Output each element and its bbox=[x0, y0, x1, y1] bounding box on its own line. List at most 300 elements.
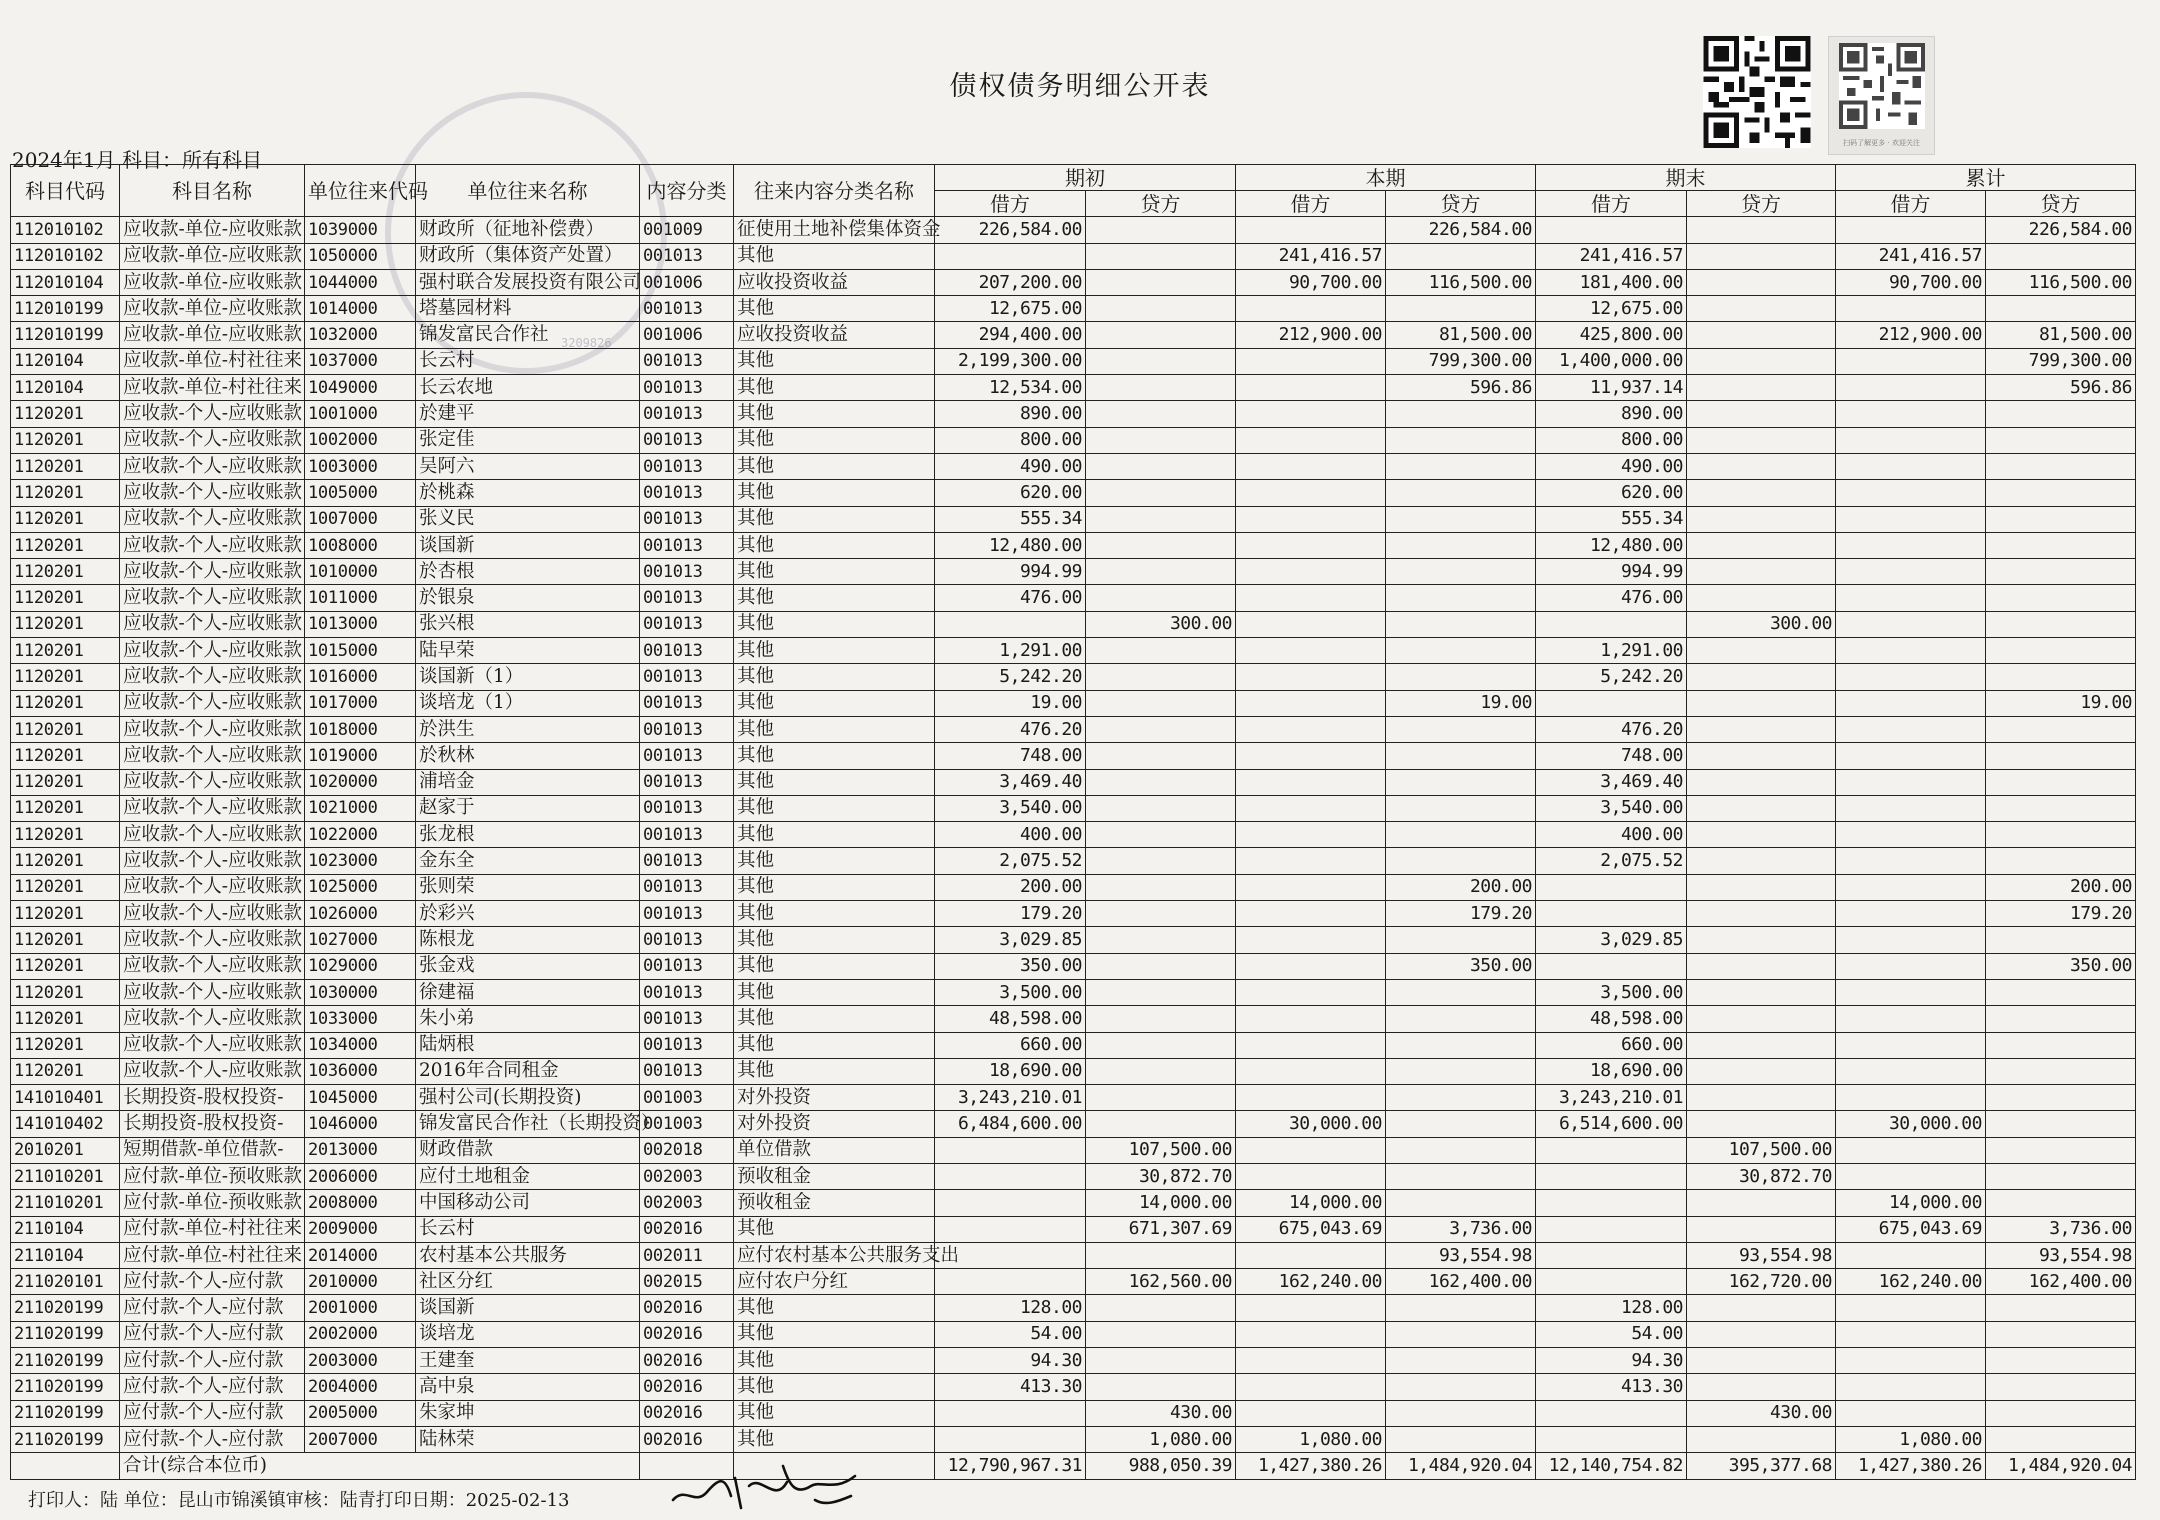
table-row bbox=[11, 1216, 2136, 1242]
total-cumulative-credit: 1,484,920.04 bbox=[1986, 1453, 2136, 1479]
cell-subject-name: 应付款-个人-应付款 bbox=[120, 1295, 305, 1321]
table-row bbox=[11, 1111, 2136, 1137]
cell-unit-name: 谈国新 bbox=[416, 1295, 640, 1321]
cell-unit-name: 张兴根 bbox=[416, 611, 640, 637]
table-row bbox=[11, 664, 2136, 690]
cell-content-type-name: 其他 bbox=[734, 585, 935, 611]
cell-content-type-name: 其他 bbox=[734, 743, 935, 769]
cell-unit-code: 1034000 bbox=[305, 1032, 416, 1058]
cell-unit-name: 谈国新（1） bbox=[416, 664, 640, 690]
cell-subject-name: 应付款-个人-应付款 bbox=[120, 1400, 305, 1426]
cell-cumulative-credit bbox=[1986, 1400, 2136, 1426]
cell-current-debit bbox=[1236, 1348, 1386, 1374]
cell-subject-code: 1120201 bbox=[11, 506, 120, 532]
cell-cumulative-debit bbox=[1836, 611, 1986, 637]
cell-content-type-name: 应收投资收益 bbox=[734, 322, 935, 348]
cell-subject-code: 1120201 bbox=[11, 690, 120, 716]
cell-opening-debit: 476.20 bbox=[935, 716, 1086, 742]
cell-content-type-name: 应付农户分红 bbox=[734, 1269, 935, 1295]
col-group-cumulative: 累计 bbox=[1836, 165, 2136, 191]
cell-closing-credit bbox=[1687, 874, 1836, 900]
table-row bbox=[11, 1269, 2136, 1295]
cell-content-type: 001006 bbox=[640, 322, 734, 348]
cell-unit-name: 於杏根 bbox=[416, 559, 640, 585]
cell-unit-code: 1025000 bbox=[305, 874, 416, 900]
cell-subject-code: 1120104 bbox=[11, 375, 120, 401]
cell-closing-debit: 3,029.85 bbox=[1536, 927, 1687, 953]
cell-opening-credit bbox=[1086, 1006, 1236, 1032]
table-row bbox=[11, 1006, 2136, 1032]
cell-closing-credit bbox=[1687, 769, 1836, 795]
cell-closing-credit bbox=[1687, 979, 1836, 1005]
cell-subject-code: 1120201 bbox=[11, 927, 120, 953]
cell-cumulative-debit: 14,000.00 bbox=[1836, 1190, 1986, 1216]
cell-opening-debit: 748.00 bbox=[935, 743, 1086, 769]
cell-content-type: 001013 bbox=[640, 480, 734, 506]
col-content-type: 内容分类 bbox=[640, 165, 734, 217]
table-row bbox=[11, 559, 2136, 585]
cell-content-type-name: 其他 bbox=[734, 1032, 935, 1058]
cell-closing-credit bbox=[1687, 1321, 1836, 1347]
cell-opening-debit: 890.00 bbox=[935, 401, 1086, 427]
cell-subject-name: 应收款-个人-应收账款 bbox=[120, 506, 305, 532]
cell-content-type-name: 其他 bbox=[734, 716, 935, 742]
cell-subject-name: 应付款-个人-应付款 bbox=[120, 1426, 305, 1452]
ledger-table-wrapper bbox=[10, 164, 2135, 1480]
cell-content-type: 002016 bbox=[640, 1348, 734, 1374]
table-row bbox=[11, 822, 2136, 848]
cell-cumulative-credit bbox=[1986, 243, 2136, 269]
cell-current-debit bbox=[1236, 1374, 1386, 1400]
cell-content-type-name: 对外投资 bbox=[734, 1085, 935, 1111]
cell-unit-name: 张金戏 bbox=[416, 953, 640, 979]
cell-cumulative-debit bbox=[1836, 585, 1986, 611]
cell-current-debit bbox=[1236, 427, 1386, 453]
cell-opening-debit: 660.00 bbox=[935, 1032, 1086, 1058]
cell-opening-credit bbox=[1086, 217, 1236, 243]
cell-current-debit bbox=[1236, 375, 1386, 401]
cell-cumulative-credit bbox=[1986, 664, 2136, 690]
cell-cumulative-debit bbox=[1836, 716, 1986, 742]
cell-subject-name: 应收款-个人-应收账款 bbox=[120, 953, 305, 979]
cell-opening-debit: 12,675.00 bbox=[935, 296, 1086, 322]
cell-current-debit bbox=[1236, 1058, 1386, 1084]
cell-cumulative-credit bbox=[1986, 296, 2136, 322]
cell-cumulative-credit: 3,736.00 bbox=[1986, 1216, 2136, 1242]
cell-content-type-name: 其他 bbox=[734, 532, 935, 558]
cell-closing-debit: 425,800.00 bbox=[1536, 322, 1687, 348]
cell-closing-debit: 3,540.00 bbox=[1536, 795, 1687, 821]
cell-current-credit bbox=[1386, 979, 1536, 1005]
cell-unit-code: 1003000 bbox=[305, 453, 416, 479]
cell-subject-name: 应收款-个人-应收账款 bbox=[120, 611, 305, 637]
cell-closing-credit bbox=[1687, 664, 1836, 690]
cell-unit-code: 1030000 bbox=[305, 979, 416, 1005]
table-row bbox=[11, 690, 2136, 716]
cell-cumulative-credit bbox=[1986, 1190, 2136, 1216]
cell-unit-name: 中国移动公司 bbox=[416, 1190, 640, 1216]
cell-cumulative-debit bbox=[1836, 664, 1986, 690]
cell-current-debit: 675,043.69 bbox=[1236, 1216, 1386, 1242]
cell-cumulative-credit bbox=[1986, 1032, 2136, 1058]
cell-content-type-name: 其他 bbox=[734, 1216, 935, 1242]
cell-current-debit bbox=[1236, 1137, 1386, 1163]
cell-closing-debit bbox=[1536, 953, 1687, 979]
cell-subject-name: 应收款-单位-应收账款 bbox=[120, 217, 305, 243]
cell-closing-debit: 11,937.14 bbox=[1536, 375, 1687, 401]
cell-content-type: 001013 bbox=[640, 506, 734, 532]
cell-opening-credit: 14,000.00 bbox=[1086, 1190, 1236, 1216]
cell-opening-debit bbox=[935, 1426, 1086, 1452]
cell-closing-debit: 2,075.52 bbox=[1536, 848, 1687, 874]
cell-unit-name: 谈培龙（1） bbox=[416, 690, 640, 716]
cell-opening-credit bbox=[1086, 716, 1236, 742]
cell-unit-name: 农村基本公共服务 bbox=[416, 1242, 640, 1268]
col-current-credit: 贷方 bbox=[1386, 191, 1536, 217]
cell-current-credit bbox=[1386, 480, 1536, 506]
cell-unit-name: 陆早荣 bbox=[416, 638, 640, 664]
cell-content-type-name: 其他 bbox=[734, 690, 935, 716]
cell-cumulative-debit bbox=[1836, 1137, 1986, 1163]
cell-content-type-name: 其他 bbox=[734, 769, 935, 795]
col-group-opening: 期初 bbox=[935, 165, 1236, 191]
cell-unit-code: 1033000 bbox=[305, 1006, 416, 1032]
cell-unit-name: 强村公司(长期投资) bbox=[416, 1085, 640, 1111]
cell-subject-name: 长期投资-股权投资- bbox=[120, 1111, 305, 1137]
total-cumulative-debit: 1,427,380.26 bbox=[1836, 1453, 1986, 1479]
total-closing-credit: 395,377.68 bbox=[1687, 1453, 1836, 1479]
cell-content-type-name: 其他 bbox=[734, 1321, 935, 1347]
table-row bbox=[11, 348, 2136, 374]
table-row bbox=[11, 1374, 2136, 1400]
cell-content-type-name: 其他 bbox=[734, 664, 935, 690]
cell-content-type-name: 其他 bbox=[734, 1426, 935, 1452]
cell-closing-credit bbox=[1687, 953, 1836, 979]
cell-closing-debit bbox=[1536, 1400, 1687, 1426]
cell-unit-name: 陆林荣 bbox=[416, 1426, 640, 1452]
cell-content-type: 001009 bbox=[640, 217, 734, 243]
total-opening-credit: 988,050.39 bbox=[1086, 1453, 1236, 1479]
cell-cumulative-credit: 226,584.00 bbox=[1986, 217, 2136, 243]
cell-cumulative-credit: 200.00 bbox=[1986, 874, 2136, 900]
cell-current-credit bbox=[1386, 611, 1536, 637]
cell-current-credit bbox=[1386, 769, 1536, 795]
cell-current-credit bbox=[1386, 1111, 1536, 1137]
cell-unit-code: 2003000 bbox=[305, 1348, 416, 1374]
cell-subject-code: 1120201 bbox=[11, 559, 120, 585]
cell-cumulative-credit bbox=[1986, 1348, 2136, 1374]
cell-cumulative-credit bbox=[1986, 1006, 2136, 1032]
cell-subject-code: 1120201 bbox=[11, 532, 120, 558]
cell-subject-name: 应收款-个人-应收账款 bbox=[120, 532, 305, 558]
cell-unit-name: 社区分红 bbox=[416, 1269, 640, 1295]
cell-current-debit bbox=[1236, 743, 1386, 769]
cell-closing-debit: 48,598.00 bbox=[1536, 1006, 1687, 1032]
cell-subject-name: 应付款-单位-村社往来 bbox=[120, 1216, 305, 1242]
cell-closing-debit: 3,469.40 bbox=[1536, 769, 1687, 795]
cell-content-type: 001013 bbox=[640, 427, 734, 453]
cell-closing-credit bbox=[1687, 506, 1836, 532]
cell-content-type: 002016 bbox=[640, 1295, 734, 1321]
cell-opening-debit: 490.00 bbox=[935, 453, 1086, 479]
cell-subject-name: 应收款-个人-应收账款 bbox=[120, 901, 305, 927]
cell-opening-debit: 48,598.00 bbox=[935, 1006, 1086, 1032]
cell-content-type-name: 其他 bbox=[734, 1348, 935, 1374]
cell-current-debit bbox=[1236, 532, 1386, 558]
cell-opening-credit bbox=[1086, 1058, 1236, 1084]
cell-content-type: 001013 bbox=[640, 979, 734, 1005]
table-row bbox=[11, 375, 2136, 401]
cell-unit-name: 谈培龙 bbox=[416, 1321, 640, 1347]
cell-opening-credit bbox=[1086, 585, 1236, 611]
cell-unit-code: 1014000 bbox=[305, 296, 416, 322]
cell-opening-credit bbox=[1086, 243, 1236, 269]
cell-closing-debit bbox=[1536, 1137, 1687, 1163]
cell-cumulative-credit: 179.20 bbox=[1986, 901, 2136, 927]
cell-opening-debit: 179.20 bbox=[935, 901, 1086, 927]
total-opening-debit: 12,790,967.31 bbox=[935, 1453, 1086, 1479]
cell-opening-credit bbox=[1086, 979, 1236, 1005]
cell-cumulative-debit bbox=[1836, 822, 1986, 848]
cell-content-type-name: 预收租金 bbox=[734, 1163, 935, 1189]
cell-content-type-name: 单位借款 bbox=[734, 1137, 935, 1163]
cell-current-debit bbox=[1236, 401, 1386, 427]
cell-content-type-name: 其他 bbox=[734, 506, 935, 532]
cell-unit-code: 1018000 bbox=[305, 716, 416, 742]
table-row bbox=[11, 901, 2136, 927]
cell-current-debit bbox=[1236, 953, 1386, 979]
cell-cumulative-debit bbox=[1836, 1032, 1986, 1058]
cell-subject-code: 1120201 bbox=[11, 638, 120, 664]
cell-opening-debit: 2,199,300.00 bbox=[935, 348, 1086, 374]
cell-subject-code: 141010402 bbox=[11, 1111, 120, 1137]
table-row bbox=[11, 427, 2136, 453]
cell-current-credit bbox=[1386, 1137, 1536, 1163]
table-row bbox=[11, 322, 2136, 348]
cell-unit-code: 1029000 bbox=[305, 953, 416, 979]
cell-opening-debit: 476.00 bbox=[935, 585, 1086, 611]
cell-opening-credit bbox=[1086, 664, 1236, 690]
cell-unit-name: 於洪生 bbox=[416, 716, 640, 742]
cell-current-debit bbox=[1236, 217, 1386, 243]
cell-current-credit bbox=[1386, 1190, 1536, 1216]
cell-current-debit bbox=[1236, 901, 1386, 927]
cell-current-debit bbox=[1236, 1321, 1386, 1347]
cell-closing-debit bbox=[1536, 217, 1687, 243]
cell-current-debit bbox=[1236, 1400, 1386, 1426]
cell-unit-name: 赵家于 bbox=[416, 795, 640, 821]
cell-subject-code: 112010199 bbox=[11, 296, 120, 322]
cell-cumulative-debit bbox=[1836, 927, 1986, 953]
cell-current-credit bbox=[1386, 559, 1536, 585]
cell-closing-debit: 800.00 bbox=[1536, 427, 1687, 453]
cell-opening-debit bbox=[935, 1400, 1086, 1426]
cell-unit-name: 张龙根 bbox=[416, 822, 640, 848]
cell-content-type-name: 其他 bbox=[734, 480, 935, 506]
table-row bbox=[11, 1242, 2136, 1268]
cell-opening-credit bbox=[1086, 401, 1236, 427]
cell-cumulative-debit: 90,700.00 bbox=[1836, 269, 1986, 295]
table-row bbox=[11, 769, 2136, 795]
cell-current-debit: 90,700.00 bbox=[1236, 269, 1386, 295]
cell-cumulative-credit: 81,500.00 bbox=[1986, 322, 2136, 348]
cell-opening-credit bbox=[1086, 901, 1236, 927]
col-unit-code: 单位往来代码 bbox=[305, 165, 416, 217]
cell-current-debit bbox=[1236, 638, 1386, 664]
cell-current-credit bbox=[1386, 1295, 1536, 1321]
cell-closing-credit: 300.00 bbox=[1687, 611, 1836, 637]
cell-closing-credit bbox=[1687, 401, 1836, 427]
cell-closing-credit bbox=[1687, 690, 1836, 716]
cell-cumulative-debit bbox=[1836, 638, 1986, 664]
cell-subject-name: 应付款-个人-应付款 bbox=[120, 1269, 305, 1295]
cell-content-type: 002011 bbox=[640, 1242, 734, 1268]
cell-current-debit bbox=[1236, 1242, 1386, 1268]
cell-closing-debit: 94.30 bbox=[1536, 1348, 1687, 1374]
cell-unit-name: 徐建福 bbox=[416, 979, 640, 1005]
cell-opening-debit bbox=[935, 1269, 1086, 1295]
cell-content-type-name: 其他 bbox=[734, 453, 935, 479]
cell-unit-name: 张义民 bbox=[416, 506, 640, 532]
col-cumulative-credit: 贷方 bbox=[1986, 191, 2136, 217]
cell-closing-debit: 890.00 bbox=[1536, 401, 1687, 427]
cell-current-debit bbox=[1236, 559, 1386, 585]
cell-subject-code: 1120201 bbox=[11, 743, 120, 769]
cell-opening-credit bbox=[1086, 769, 1236, 795]
cell-subject-name: 应收款-单位-村社往来 bbox=[120, 348, 305, 374]
col-current-debit: 借方 bbox=[1236, 191, 1386, 217]
cell-current-credit bbox=[1386, 243, 1536, 269]
cell-subject-code: 211010201 bbox=[11, 1190, 120, 1216]
cell-content-type-name: 应付农村基本公共服务支出 bbox=[734, 1242, 935, 1268]
cell-opening-credit bbox=[1086, 927, 1236, 953]
table-row bbox=[11, 1190, 2136, 1216]
cell-content-type-name: 其他 bbox=[734, 901, 935, 927]
cell-cumulative-credit bbox=[1986, 427, 2136, 453]
cell-content-type-name: 其他 bbox=[734, 927, 935, 953]
cell-cumulative-debit bbox=[1836, 559, 1986, 585]
table-row bbox=[11, 638, 2136, 664]
cell-opening-debit: 5,242.20 bbox=[935, 664, 1086, 690]
cell-opening-credit bbox=[1086, 1111, 1236, 1137]
cell-cumulative-debit bbox=[1836, 217, 1986, 243]
cell-closing-debit: 490.00 bbox=[1536, 453, 1687, 479]
cell-content-type: 002015 bbox=[640, 1269, 734, 1295]
cell-subject-code: 1120201 bbox=[11, 848, 120, 874]
cell-closing-credit bbox=[1687, 1348, 1836, 1374]
cell-closing-debit: 620.00 bbox=[1536, 480, 1687, 506]
cell-unit-code: 1015000 bbox=[305, 638, 416, 664]
cell-cumulative-credit: 350.00 bbox=[1986, 953, 2136, 979]
cell-opening-credit bbox=[1086, 690, 1236, 716]
cell-current-debit bbox=[1236, 1163, 1386, 1189]
table-row bbox=[11, 1032, 2136, 1058]
cell-content-type-name: 其他 bbox=[734, 296, 935, 322]
table-row bbox=[11, 611, 2136, 637]
cell-content-type: 001013 bbox=[640, 664, 734, 690]
table-row bbox=[11, 532, 2136, 558]
cell-current-debit bbox=[1236, 296, 1386, 322]
cell-closing-credit bbox=[1687, 901, 1836, 927]
cell-current-credit bbox=[1386, 927, 1536, 953]
cell-unit-name: 2016年合同租金 bbox=[416, 1058, 640, 1084]
cell-opening-credit: 30,872.70 bbox=[1086, 1163, 1236, 1189]
cell-closing-credit bbox=[1687, 585, 1836, 611]
cell-current-credit bbox=[1386, 1006, 1536, 1032]
cell-cumulative-debit bbox=[1836, 690, 1986, 716]
col-unit-name: 单位往来名称 bbox=[416, 165, 640, 217]
cell-subject-name: 应收款-个人-应收账款 bbox=[120, 927, 305, 953]
cell-closing-credit bbox=[1687, 716, 1836, 742]
cell-closing-credit bbox=[1687, 1006, 1836, 1032]
cell-opening-credit bbox=[1086, 322, 1236, 348]
cell-opening-debit: 200.00 bbox=[935, 874, 1086, 900]
cell-closing-credit: 107,500.00 bbox=[1687, 1137, 1836, 1163]
cell-opening-credit bbox=[1086, 743, 1236, 769]
cell-unit-code: 1027000 bbox=[305, 927, 416, 953]
cell-opening-debit: 555.34 bbox=[935, 506, 1086, 532]
table-row bbox=[11, 1085, 2136, 1111]
cell-current-debit bbox=[1236, 848, 1386, 874]
cell-cumulative-credit bbox=[1986, 453, 2136, 479]
cell-cumulative-credit bbox=[1986, 795, 2136, 821]
cell-unit-code: 1019000 bbox=[305, 743, 416, 769]
cell-current-debit: 30,000.00 bbox=[1236, 1111, 1386, 1137]
cell-cumulative-debit bbox=[1836, 1163, 1986, 1189]
cell-unit-name: 於桃森 bbox=[416, 480, 640, 506]
cell-closing-debit: 12,480.00 bbox=[1536, 532, 1687, 558]
cell-opening-debit: 3,500.00 bbox=[935, 979, 1086, 1005]
cell-closing-debit: 748.00 bbox=[1536, 743, 1687, 769]
cell-subject-name: 应付款-个人-应付款 bbox=[120, 1348, 305, 1374]
cell-closing-credit bbox=[1687, 1111, 1836, 1137]
cell-opening-credit bbox=[1086, 559, 1236, 585]
cell-subject-code: 1120201 bbox=[11, 822, 120, 848]
cell-unit-name: 高中泉 bbox=[416, 1374, 640, 1400]
cell-current-credit bbox=[1386, 1058, 1536, 1084]
cell-current-debit bbox=[1236, 822, 1386, 848]
cell-closing-debit: 1,291.00 bbox=[1536, 638, 1687, 664]
cell-closing-debit bbox=[1536, 1269, 1687, 1295]
cell-content-type: 001013 bbox=[640, 375, 734, 401]
cell-opening-debit: 1,291.00 bbox=[935, 638, 1086, 664]
col-subject-code: 科目代码 bbox=[11, 165, 120, 217]
cell-closing-debit: 1,400,000.00 bbox=[1536, 348, 1687, 374]
cell-subject-code: 1120201 bbox=[11, 585, 120, 611]
cell-opening-credit bbox=[1086, 427, 1236, 453]
cell-current-credit: 162,400.00 bbox=[1386, 1269, 1536, 1295]
cell-current-debit bbox=[1236, 874, 1386, 900]
table-row bbox=[11, 795, 2136, 821]
cell-cumulative-debit bbox=[1836, 506, 1986, 532]
cell-closing-debit bbox=[1536, 611, 1687, 637]
table-row bbox=[11, 848, 2136, 874]
table-row bbox=[11, 743, 2136, 769]
cell-content-type-name: 对外投资 bbox=[734, 1111, 935, 1137]
cell-subject-code: 211010201 bbox=[11, 1163, 120, 1189]
cell-opening-debit: 3,243,210.01 bbox=[935, 1085, 1086, 1111]
cell-subject-name: 应收款-个人-应收账款 bbox=[120, 480, 305, 506]
cell-unit-code: 2007000 bbox=[305, 1426, 416, 1452]
cell-subject-code: 211020199 bbox=[11, 1348, 120, 1374]
cell-current-credit bbox=[1386, 1032, 1536, 1058]
cell-current-credit bbox=[1386, 664, 1536, 690]
cell-closing-credit bbox=[1687, 375, 1836, 401]
cell-current-credit: 799,300.00 bbox=[1386, 348, 1536, 374]
cell-subject-code: 1120201 bbox=[11, 769, 120, 795]
cell-closing-debit bbox=[1536, 1163, 1687, 1189]
cell-current-debit bbox=[1236, 506, 1386, 532]
